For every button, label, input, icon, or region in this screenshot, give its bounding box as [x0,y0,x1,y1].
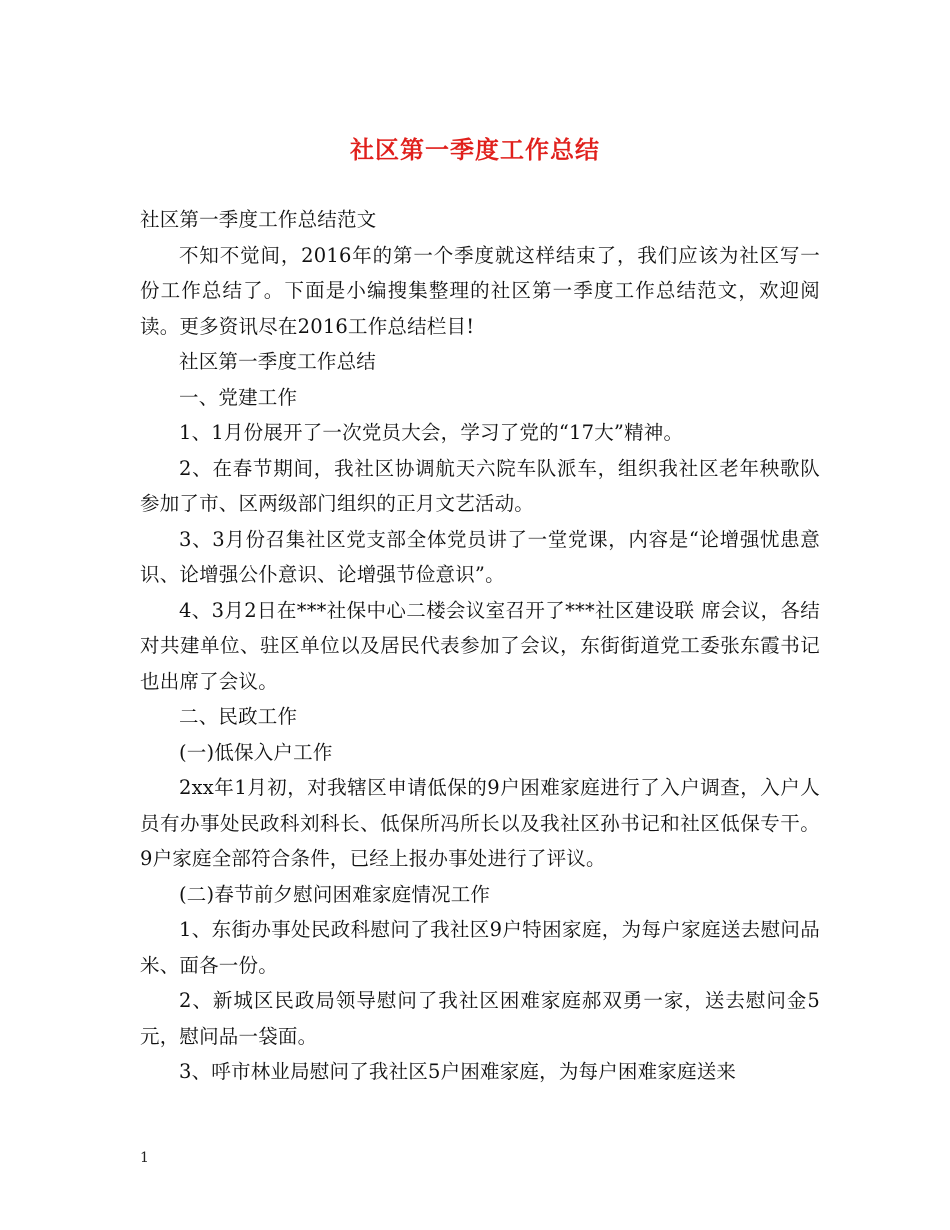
document-title: 社区第一季度工作总结 [350,135,600,164]
paragraph-subtitle: 社区第一季度工作总结范文 [140,208,377,231]
paragraph-item: 1、1月份展开了一次党员大会，学习了党的“17大”精神。 [179,421,684,444]
subsection-heading: (一)低保入户工作 [179,740,333,764]
paragraph-item: 3、呼市林业局慰问了我社区5户困难家庭，为每户困难家庭送来 [179,1060,737,1083]
paragraph-item: 1、东街办事处民政科慰问了我社区9户特困家庭，为每户家庭送去慰问品米、面各一份。 [140,918,820,977]
paragraph-item: 2、在春节期间，我社区协调航天六院车队派车，组织我社区老年秧歌队参加了市、区两级部门组织的正月文艺活动。 [140,456,820,515]
paragraph-intro: 不知不觉间，2016年的第一个季度就这样结束了，我们应该为社区写一份工作总结了。下面是小编搜集整理的社区第一季度工作总结范文，欢迎阅读。更多资讯尽在2016工作总结栏目! [140,243,820,338]
paragraph-item: 3、3月份召集社区党支部全体党员讲了一堂党课，内容是“论增强忧患意识、论增强公仆意识、论增强节俭意识”。 [140,527,820,586]
section-heading-civil: 二、民政工作 [179,705,298,728]
paragraph-item: 4、3月2日在***社保中心二楼会议室召开了***社区建设联 席会议，各结对共建单位、驻区单位以及居民代表参加了会议，东街街道党工委张东霞书记也出席了会议。 [140,598,820,693]
paragraph-item: 2xx年1月初，对我辖区申请低保的9户困难家庭进行了入户调查，入户人员有办事处民政科刘科长、低保所冯所长以及我社区孙书记和社区低保专干。9户家庭全部符合条件，已经上报办事处进行了评议。 [140,776,820,870]
paragraph-heading: 社区第一季度工作总结 [179,350,377,373]
paragraph-item: 2、新城区民政局领导慰问了我社区困难家庭郝双勇一家，送去慰问金5元，慰问品一袋面。 [140,989,820,1048]
section-heading-party: 一、党建工作 [179,385,298,409]
subsection-heading: (二)春节前夕慰问困难家庭情况工作 [179,882,491,906]
document-body [140,202,820,1090]
page-number: 1 [140,1150,149,1166]
